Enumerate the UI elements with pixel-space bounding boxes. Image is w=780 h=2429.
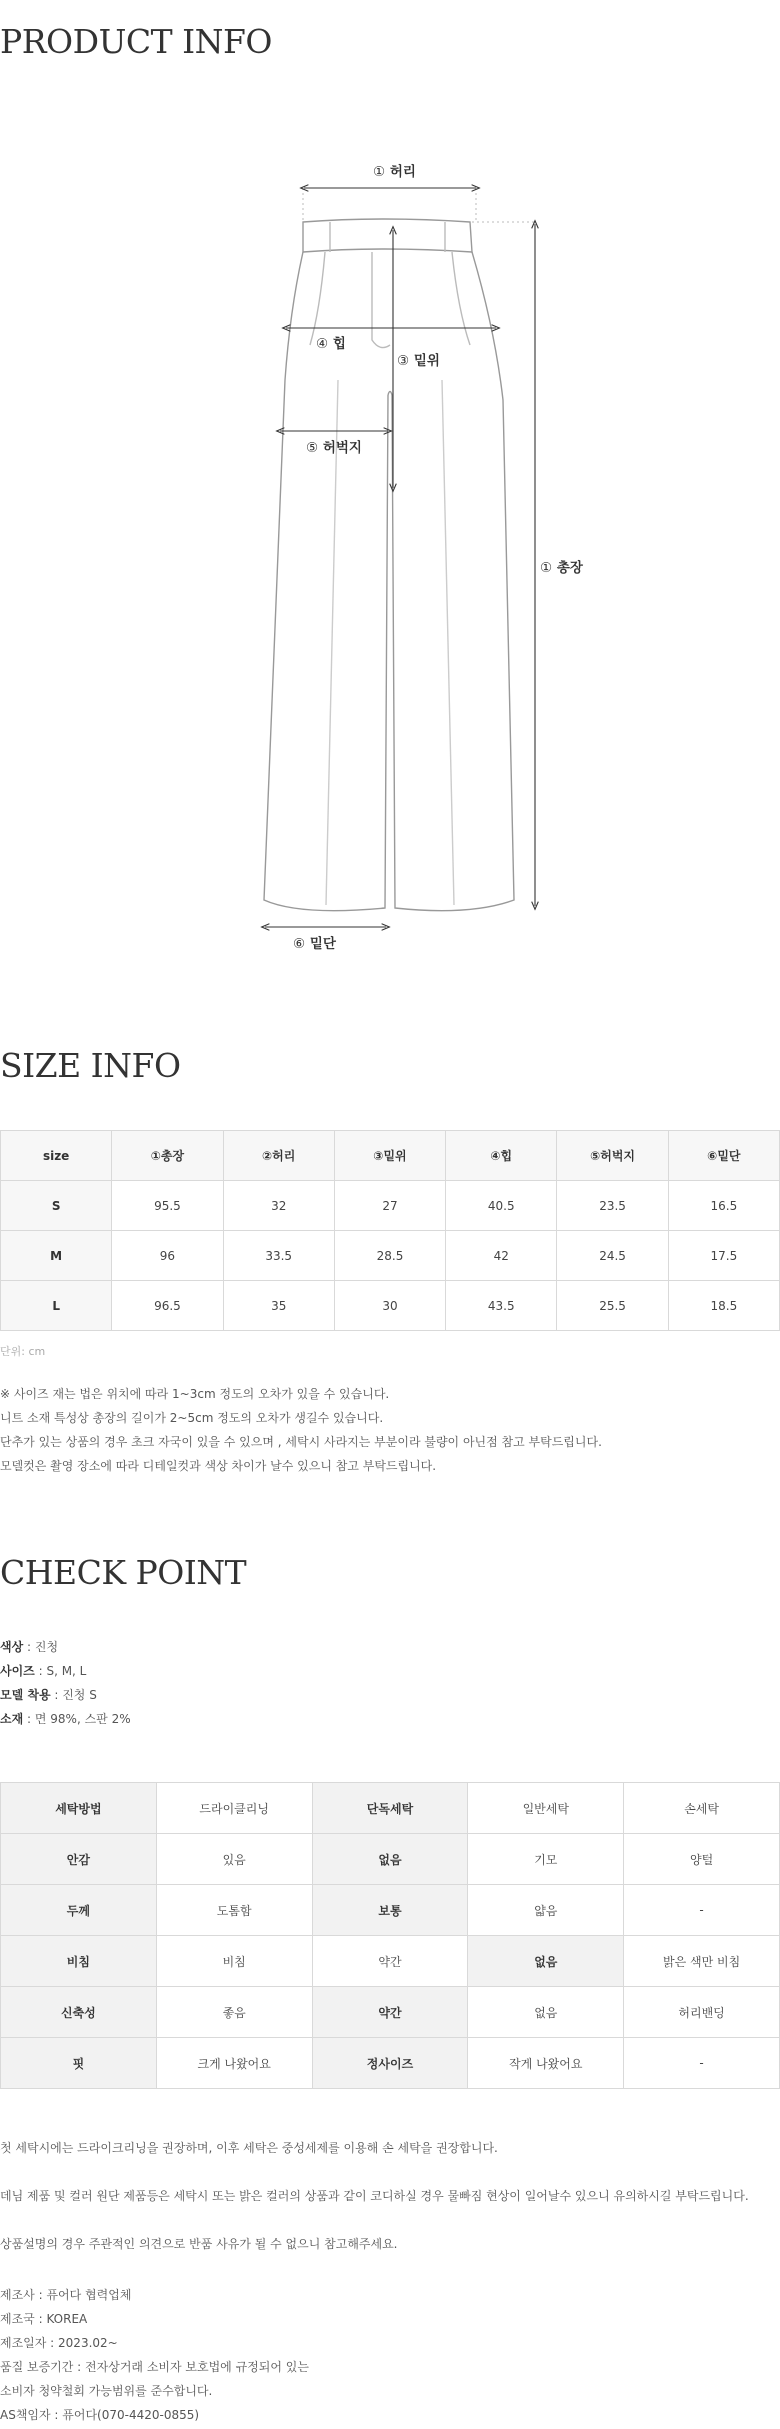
col-header-length: ①총장 [112, 1131, 223, 1181]
check-cell: 드라이클리닝 [156, 1783, 312, 1834]
spec-material: 소재 : 면 98%, 스판 2% [0, 1712, 131, 1726]
check-cell: 있음 [156, 1834, 312, 1885]
care-line: 상품설명의 경우 주관적인 의견으로 반품 사유가 될 수 없으니 참고해주세요. [0, 2237, 398, 2251]
check-cell: 허리밴딩 [624, 1987, 780, 2038]
note-line: 단추가 있는 상품의 경우 초크 자국이 있을 수 있으며 , 세탁시 사라지는 부분이라 불량이 아닌점 참고 부탁드립니다. [0, 1435, 602, 1449]
pants-measurement-diagram [0, 140, 780, 960]
note-line: 모델컷은 촬영 장소에 따라 디테일컷과 색상 차이가 날수 있으니 참고 부탁드립니다. [0, 1459, 437, 1473]
col-header-hem: ⑥밑단 [668, 1131, 779, 1181]
table-cell: 95.5 [112, 1181, 223, 1231]
check-cell: - [624, 1885, 780, 1936]
table-cell: 17.5 [668, 1231, 779, 1281]
check-cell: 기모 [468, 1834, 624, 1885]
table-cell: 96.5 [112, 1281, 223, 1331]
check-cell: 약간 [312, 1936, 468, 1987]
table-row [1, 1231, 780, 1281]
maker-line: 제조일자 : 2023.02~ [0, 2336, 118, 2350]
check-cell: 좋음 [156, 1987, 312, 2038]
size-table-header-row [1, 1131, 780, 1181]
check-cell: - [624, 2038, 780, 2089]
unit-note: 단위: cm [0, 1345, 46, 1358]
table-cell: 42 [446, 1231, 557, 1281]
maker-line: 제조국 : KOREA [0, 2312, 88, 2326]
table-row [1, 1281, 780, 1331]
table-cell: 32 [223, 1181, 334, 1231]
check-cell-highlighted: 없음 [468, 1936, 624, 1987]
note-line: ※ 사이즈 재는 법은 위치에 따라 1~3cm 정도의 오차가 있을 수 있습니다. [0, 1387, 390, 1401]
table-cell: 18.5 [668, 1281, 779, 1331]
check-cell: 작게 나왔어요 [468, 2038, 624, 2089]
table-cell: 24.5 [557, 1231, 668, 1281]
check-cell-highlighted: 안감 [1, 1834, 157, 1885]
check-cell-highlighted: 비침 [1, 1936, 157, 1987]
maker-line: 소비자 청약철회 가능범위를 준수합니다. [0, 2384, 213, 2398]
check-cell-highlighted: 핏 [1, 2038, 157, 2089]
care-line: 첫 세탁시에는 드라이크리닝을 권장하며, 이후 세탁은 중성세제를 이용해 손 세탁을 권장합니다. [0, 2141, 498, 2155]
size-table [0, 1130, 780, 1331]
label-hip: ④ 힙 [316, 336, 346, 352]
label-length: ① 총장 [540, 560, 583, 576]
check-cell: 비침 [156, 1936, 312, 1987]
spec-size: 사이즈 : S, M, L [0, 1664, 87, 1678]
check-cell-highlighted: 약간 [312, 1987, 468, 2038]
spec-color: 색상 : 진청 [0, 1640, 59, 1654]
table-cell: 25.5 [557, 1281, 668, 1331]
check-cell-highlighted: 없음 [312, 1834, 468, 1885]
table-row [1, 1181, 780, 1231]
table-row [1, 1936, 780, 1987]
check-cell-highlighted: 단독세탁 [312, 1783, 468, 1834]
table-cell: 96 [112, 1231, 223, 1281]
table-cell: 16.5 [668, 1181, 779, 1231]
size-notes [0, 1382, 602, 1478]
check-cell: 크게 나왔어요 [156, 2038, 312, 2089]
size-info-title: SIZE INFO [0, 1046, 181, 1085]
size-label: M [1, 1231, 112, 1281]
manufacturer-info [0, 2283, 309, 2427]
col-header-size: size [1, 1131, 112, 1181]
table-row [1, 1783, 780, 1834]
check-cell-highlighted: 보통 [312, 1885, 468, 1936]
table-row [1, 1885, 780, 1936]
check-cell-highlighted: 신축성 [1, 1987, 157, 2038]
col-header-waist: ②허리 [223, 1131, 334, 1181]
size-label: S [1, 1181, 112, 1231]
table-row [1, 2038, 780, 2089]
table-cell: 35 [223, 1281, 334, 1331]
col-header-rise: ③밑위 [334, 1131, 445, 1181]
maker-line: 품질 보증기간 : 전자상거래 소비자 보호법에 규정되어 있는 [0, 2360, 309, 2374]
label-hem: ⑥ 밑단 [293, 936, 336, 952]
table-cell: 23.5 [557, 1181, 668, 1231]
check-cell: 양털 [624, 1834, 780, 1885]
check-cell-highlighted: 정사이즈 [312, 2038, 468, 2089]
label-waist: ① 허리 [373, 164, 416, 180]
table-cell: 27 [334, 1181, 445, 1231]
check-cell: 도톰함 [156, 1885, 312, 1936]
label-thigh: ⑤ 허벅지 [306, 440, 362, 456]
care-instructions [0, 2136, 780, 2280]
table-cell: 30 [334, 1281, 445, 1331]
note-line: 니트 소재 특성상 총장의 길이가 2~5cm 정도의 오차가 생길수 있습니다. [0, 1411, 384, 1425]
table-cell: 33.5 [223, 1231, 334, 1281]
check-point-title: CHECK POINT [0, 1553, 247, 1592]
check-cell: 밝은 색만 비침 [624, 1936, 780, 1987]
spec-model-wearing: 모델 착용 : 진청 S [0, 1688, 97, 1702]
maker-line: AS책임자 : 퓨어다(070-4420-0855) [0, 2408, 200, 2422]
maker-line: 제조사 : 퓨어다 협력업체 [0, 2288, 132, 2302]
table-cell: 43.5 [446, 1281, 557, 1331]
table-row [1, 1987, 780, 2038]
col-header-hip: ④힙 [446, 1131, 557, 1181]
label-rise: ③ 밑위 [397, 353, 440, 369]
size-label: L [1, 1281, 112, 1331]
product-specs [0, 1635, 131, 1731]
check-point-table [0, 1782, 780, 2089]
check-cell: 손세탁 [624, 1783, 780, 1834]
product-info-title: PRODUCT INFO [0, 22, 272, 61]
check-cell-highlighted: 세탁방법 [1, 1783, 157, 1834]
check-cell: 일반세탁 [468, 1783, 624, 1834]
check-cell-highlighted: 두께 [1, 1885, 157, 1936]
check-cell: 없음 [468, 1987, 624, 2038]
table-row [1, 1834, 780, 1885]
care-line: 데님 제품 및 컬러 원단 제품등은 세탁시 또는 밝은 컬러의 상품과 같이 코디하실 경우 물빠짐 현상이 일어날수 있으니 유의하시길 부탁드립니다. [0, 2189, 749, 2203]
col-header-thigh: ⑤허벅지 [557, 1131, 668, 1181]
check-cell: 얇음 [468, 1885, 624, 1936]
pants-outline-illustration [0, 140, 780, 960]
table-cell: 28.5 [334, 1231, 445, 1281]
table-cell: 40.5 [446, 1181, 557, 1231]
